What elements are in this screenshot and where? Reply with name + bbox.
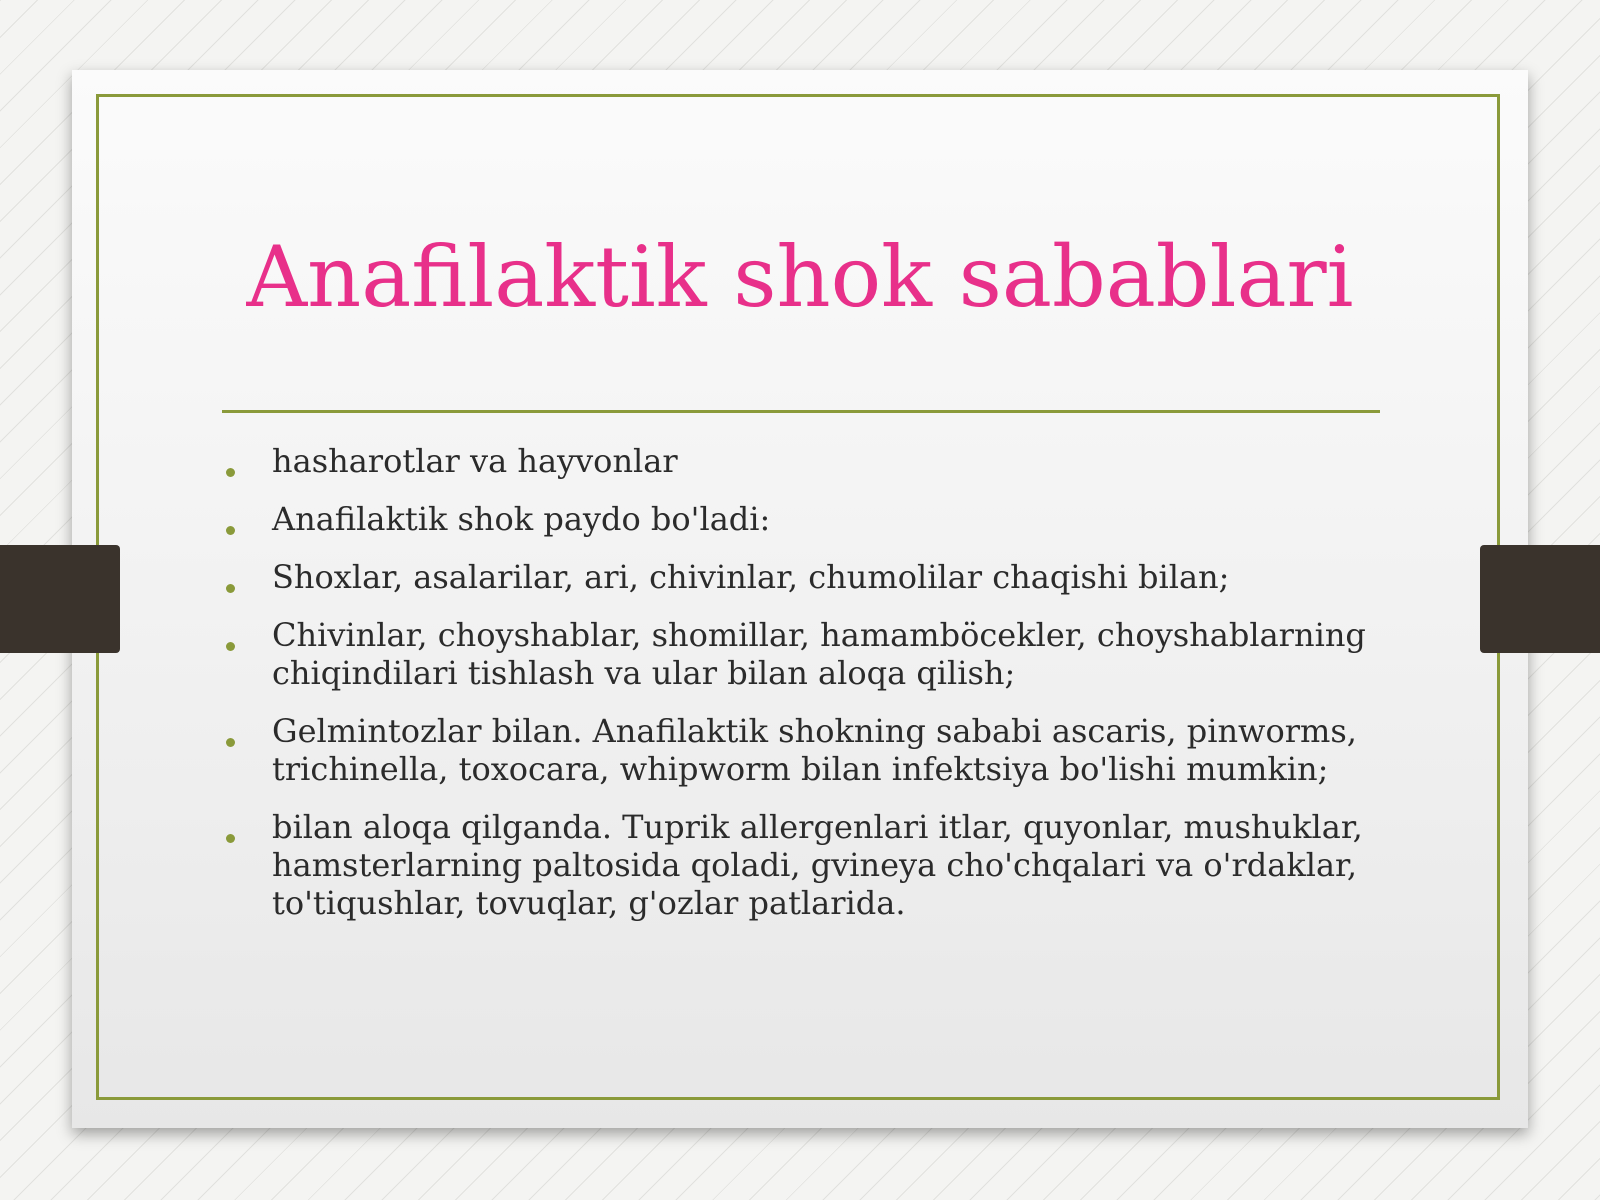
bullet-item [222, 808, 1382, 922]
bullet-item [222, 616, 1382, 692]
title-divider [222, 410, 1380, 413]
bullet-dot-icon [226, 642, 235, 651]
bullet-dot-icon [226, 468, 235, 477]
bullet-item [222, 500, 1382, 538]
bullet-item [222, 558, 1382, 596]
bullet-text: Chivinlar, choyshablar, shomillar, hamamböcekler, choyshablarning chiqindilari tishlash va ular bilan aloqa qilish; [272, 616, 1366, 692]
bullet-item [222, 712, 1382, 788]
bullet-text: bilan aloqa qilganda. Tuprik allergenlari itlar, quyonlar, mushuklar, hamsterlarning paltosida qoladi, gvineya cho'chqalari va o'rdaklar, to'tiqushlar, tovuqlar, g'ozlar patlarida. [272, 808, 1363, 922]
bullet-dot-icon [226, 834, 235, 843]
left-binder-tab [0, 545, 120, 653]
bullet-text: Shoxlar, asalarilar, ari, chivinlar, chumolilar chaqishi bilan; [272, 558, 1230, 596]
bullet-list [222, 442, 1382, 942]
bullet-text: hasharotlar va hayvonlar [272, 442, 678, 480]
right-binder-tab [1480, 545, 1600, 653]
bullet-dot-icon [226, 738, 235, 747]
bullet-dot-icon [226, 526, 235, 535]
bullet-text: Anafilaktik shok paydo bo'ladi: [272, 500, 771, 538]
slide-title: Anafilaktik shok sabablari [246, 228, 1354, 326]
bullet-dot-icon [226, 584, 235, 593]
bullet-text: Gelmintozlar bilan. Anafilaktik shokning sababi ascaris, pinworms, trichinella, toxocara, whipworm bilan infektsiya bo'lishi mumkin; [272, 712, 1357, 788]
bullet-item [222, 442, 1382, 480]
